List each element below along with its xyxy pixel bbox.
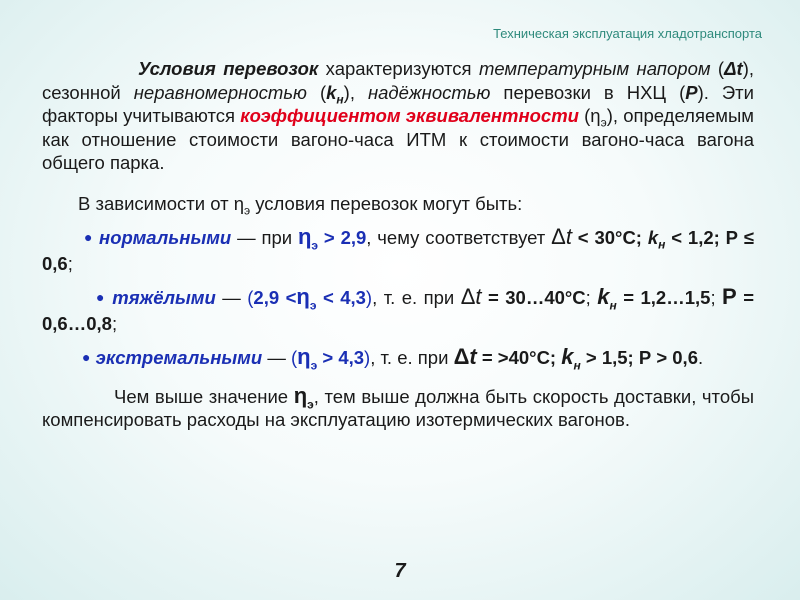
symbol-k-n: $k_н$: [326, 81, 344, 107]
text: (: [290, 347, 298, 368]
text: ): [365, 287, 373, 308]
symbol-eta-e: ($\eta_э$: [578, 105, 607, 130]
symbol-eta-e: $\eta_э$: [297, 224, 319, 253]
text: ;: [111, 312, 118, 334]
text: ;: [67, 252, 73, 274]
symbol-t: t: [565, 224, 572, 249]
value-k-p-normal: < 1,2; Р ≤ 0,6: [42, 227, 754, 274]
symbol-k-n: $k_н$: [647, 227, 666, 252]
page-number: 7: [394, 560, 406, 582]
value-eta-heavy-high: < 4,3: [316, 287, 366, 308]
text: ). Эти факторы учитываются: [42, 81, 754, 126]
symbol-delta-t: Δt: [724, 58, 743, 79]
symbol-k-n: $k_н$: [561, 344, 581, 373]
bullet-dot-icon: ●: [84, 229, 94, 245]
value-k-p-extreme: > 1,5; Р > 0,6: [580, 347, 698, 368]
bullet-extreme: [42, 345, 754, 372]
symbol-t: t: [475, 284, 482, 309]
text: — при: [231, 227, 298, 248]
text: , т. е. при: [372, 287, 461, 308]
text: В зависимости от: [78, 192, 234, 214]
text: , чему соответствует: [366, 227, 552, 248]
paragraph-conclusion: [42, 384, 754, 432]
symbol-delta: Δ: [460, 284, 476, 309]
text: —: [262, 347, 291, 368]
symbol-k-n: $k_н$: [597, 284, 617, 313]
text: —: [215, 287, 248, 308]
text: ;: [585, 287, 598, 308]
bullet-dot-icon: ●: [82, 349, 91, 365]
text: ),: [343, 81, 368, 103]
text: перевозки в НХЦ (: [490, 81, 686, 103]
term-equivalence-coefficient: коэффициентом эквивалентности: [240, 105, 579, 126]
slide-content: [42, 57, 754, 432]
symbol-eta-e: $\eta_э$: [293, 382, 314, 411]
term-transport-conditions: Условия перевозок: [138, 58, 319, 79]
value-temp-extreme: = >40°С;: [476, 347, 562, 368]
term-heavy: тяжёлыми: [112, 287, 216, 308]
value-k-heavy: = 1,2…1,5: [616, 287, 711, 308]
text: Чем выше значение: [114, 385, 294, 407]
value-temp-normal: < 30°С;: [571, 227, 648, 248]
text: условия перевозок могут быть:: [250, 192, 523, 214]
text: , т. е. при: [370, 347, 454, 368]
term-reliability: надёжностью: [367, 81, 491, 103]
text: характеризуются: [318, 58, 479, 79]
text: , тем выше должна быть скорость доставки, чтобы компенсировать расходы на эксплуатацию изотермических вагонов.: [42, 385, 754, 430]
symbol-eta-e: $\eta_э$: [296, 284, 317, 313]
symbol-t: t: [469, 344, 477, 369]
symbol-delta: Δ: [453, 344, 470, 369]
term-temperature-head: температурным напором: [478, 58, 711, 79]
text: ), определяемым как отношение стоимости вагоно-часа ИТМ к стоимости вагоно-часа вагона общего парка.: [42, 105, 754, 173]
value-eta-normal: > 2,9: [318, 227, 367, 248]
term-normal: нормальными: [99, 227, 232, 248]
bullet-heavy: [42, 285, 754, 335]
slide-header-title: Техническая эксплуатация хладотранспорта: [493, 26, 762, 41]
symbol-p: Р: [685, 81, 698, 103]
paragraph-depending-on: [42, 192, 754, 216]
paragraph-transport-conditions: [42, 57, 754, 175]
symbol-eta-e: $\eta_э$: [297, 344, 318, 373]
value-eta-extreme: > 4,3: [317, 347, 365, 368]
text: (: [306, 81, 327, 103]
term-seasonal-unevenness: неравномерностью: [133, 81, 307, 103]
term-extreme: экстремальными: [95, 347, 263, 368]
value-p-heavy: = 0,6…0,8: [42, 287, 754, 334]
bullet-dot-icon: ●: [96, 289, 106, 305]
text: (: [710, 58, 725, 79]
text: (: [247, 287, 254, 308]
value-eta-heavy-low: 2,9 <: [253, 287, 297, 308]
text: ): [364, 347, 371, 368]
symbol-eta-e: $\eta_э$: [233, 192, 251, 218]
symbol-p: Р: [722, 284, 737, 309]
text: ;: [710, 287, 723, 308]
text: .: [697, 347, 704, 368]
symbol-delta: Δ: [551, 224, 566, 249]
text: ), сезонной: [42, 58, 754, 103]
bullet-normal: [42, 225, 754, 275]
value-temp-heavy: = 30…40°С: [481, 287, 586, 308]
